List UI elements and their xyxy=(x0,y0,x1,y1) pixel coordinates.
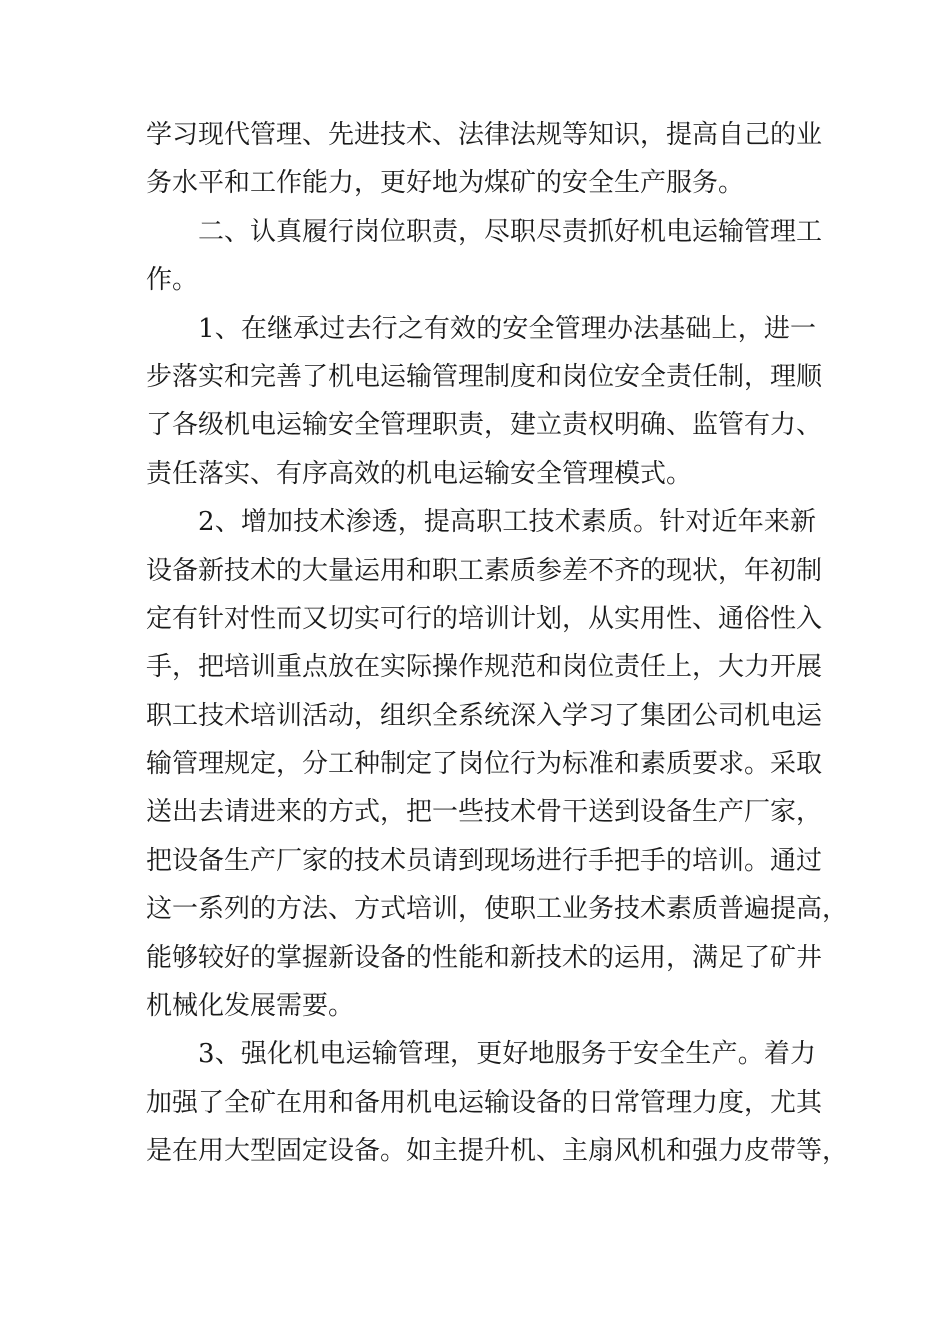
text-line: 作。 xyxy=(146,265,199,296)
paragraph-first-line: 2、增加技术渗透，提高职工技术素质。针对近年来新 xyxy=(198,507,816,538)
text-line: 设备新技术的大量运用和职工素质参差不齐的现状，年初制 xyxy=(146,555,823,586)
text-line: 能够较好的掌握新设备的性能和新技术的运用，满足了矿井 xyxy=(146,942,823,973)
text-line: 把设备生产厂家的技术员请到现场进行手把手的培训。通过 xyxy=(146,845,823,876)
body-text xyxy=(146,111,849,1176)
paragraph-first-line: 二、认真履行岗位职责，尽职尽责抓好机电运输管理工 xyxy=(198,216,823,247)
text-line: 机械化发展需要。 xyxy=(146,991,355,1022)
text-line: 送出去请进来的方式，把一些技术骨干送到设备生产厂家， xyxy=(146,797,823,828)
text-line: 是在用大型固定设备。如主提升机、主扇风机和强力皮带等， xyxy=(146,1136,849,1167)
text-line: 务水平和工作能力，更好地为煤矿的安全生产服务。 xyxy=(146,168,745,199)
text-line: 学习现代管理、先进技术、法律法规等知识，提高自己的业 xyxy=(146,120,823,150)
paragraph-first-line: 3、强化机电运输管理，更好地服务于安全生产。着力 xyxy=(198,1039,816,1070)
text-line: 责任落实、有序高效的机电运输安全管理模式。 xyxy=(146,458,693,489)
text-line: 手，把培训重点放在实际操作规范和岗位责任上，大力开展 xyxy=(146,652,823,683)
paragraph-first-line: 1、在继承过去行之有效的安全管理办法基础上，进一 xyxy=(198,313,816,344)
text-line: 职工技术培训活动，组织全系统深入学习了集团公司机电运 xyxy=(146,700,823,731)
text-line: 这一系列的方法、方式培训，使职工业务技术素质普遍提高， xyxy=(146,894,849,925)
text-line: 了各级机电运输安全管理职责，建立责权明确、监管有力、 xyxy=(146,410,823,441)
text-line: 加强了全矿在用和备用机电运输设备的日常管理力度，尤其 xyxy=(146,1087,823,1118)
text-line: 定有针对性而又切实可行的培训计划，从实用性、通俗性入 xyxy=(146,603,823,634)
text-line: 步落实和完善了机电运输管理制度和岗位安全责任制，理顺 xyxy=(146,361,823,392)
text-line: 输管理规定，分工种制定了岗位行为标准和素质要求。采取 xyxy=(146,749,823,780)
